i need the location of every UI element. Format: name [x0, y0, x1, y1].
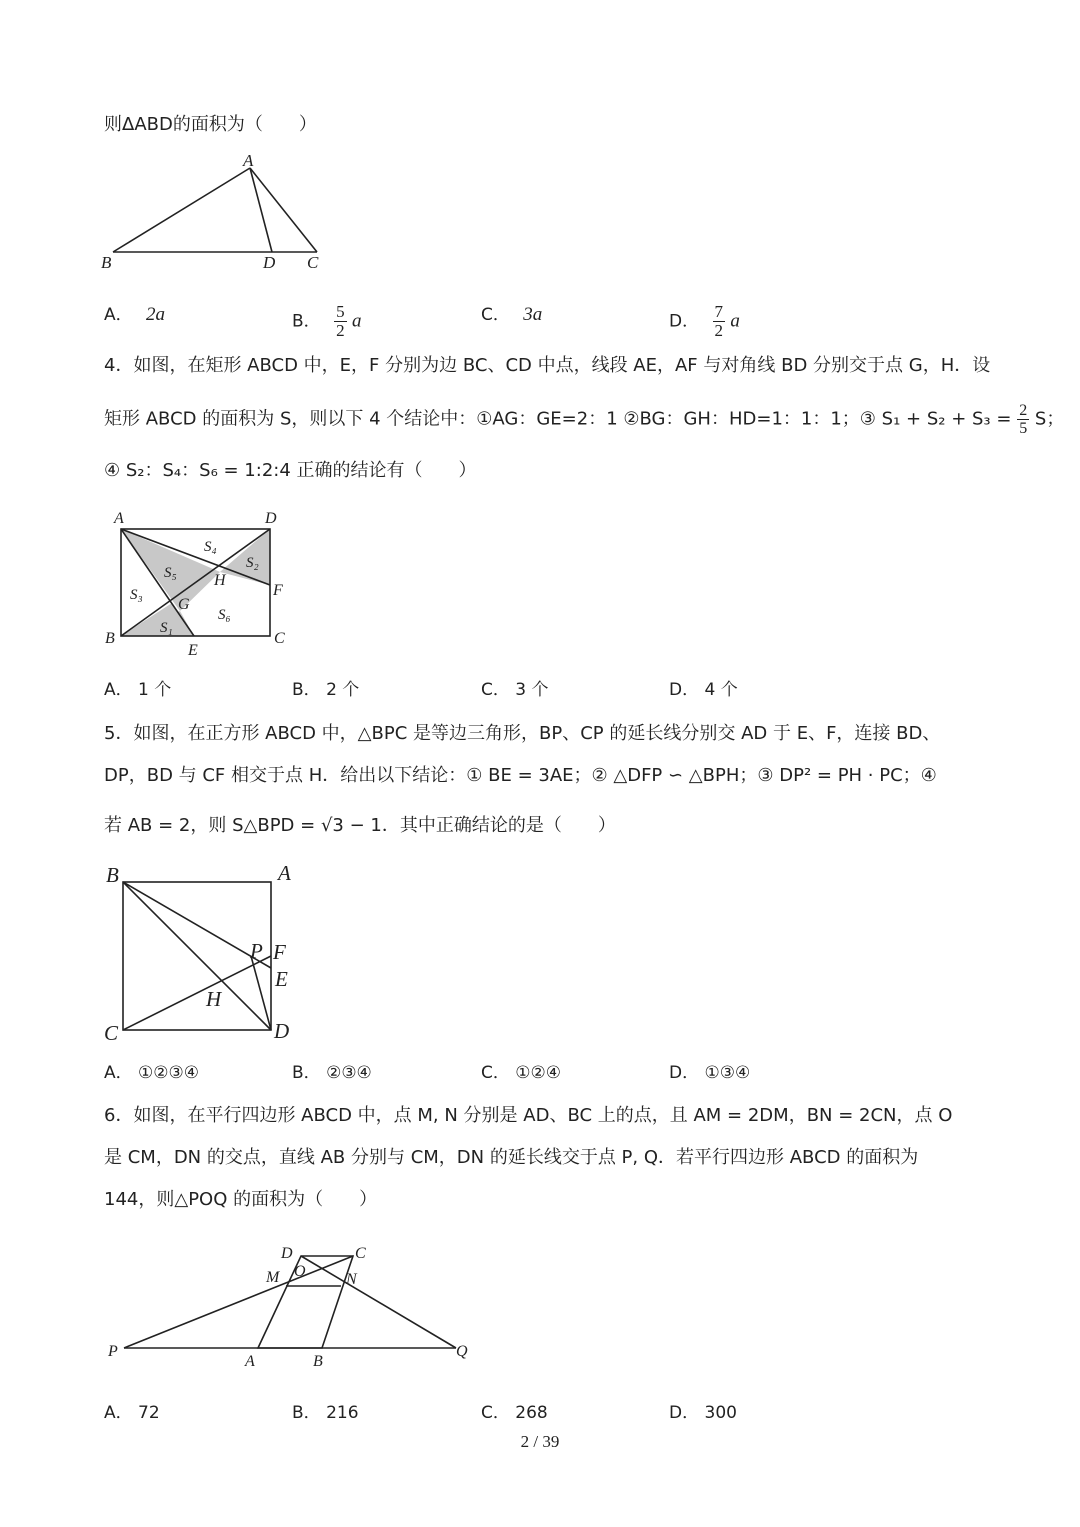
q5-line3: 若 AB = 2，则 S△BPD = √3 − 1．其中正确结论的是（ ） [104, 815, 616, 836]
q3-triangle-figure [95, 150, 335, 275]
q4-label-H: H [214, 572, 226, 589]
q6-label-P: P [108, 1343, 118, 1360]
q4-label-S3: S₃ [130, 587, 143, 603]
q5-label-D: D [274, 1019, 290, 1043]
q4-option-b[interactable]: B． 2 个 [292, 680, 360, 700]
q6-label-D: D [281, 1245, 293, 1262]
q3-stem: 则ΔABD的面积为（ ） [104, 114, 317, 135]
q6-option-b[interactable]: B． 216 [292, 1403, 359, 1423]
q6-label-M: M [266, 1269, 280, 1286]
q5-option-d[interactable]: D． ①③④ [669, 1063, 751, 1083]
q6-line1: 6．如图，在平行四边形 ABCD 中，点 M, N 分别是 AD、BC 上的点，且 AM = 2DM，BN = 2CN，点 O [104, 1105, 953, 1126]
q4-rectangle-figure [100, 505, 300, 660]
q4-line1: 4．如图，在矩形 ABCD 中，E，F 分别为边 BC、CD 中点，线段 AE，AF 与对角线 BD 分别交于点 G，H．设 [104, 355, 991, 376]
q3-label-C: C [307, 253, 319, 272]
q6-label-C: C [355, 1245, 366, 1262]
q4-label-S2: S₂ [246, 555, 259, 571]
q4-label-B: B [105, 630, 115, 647]
q5-label-F: F [273, 940, 286, 964]
q4-label-A: A [114, 510, 124, 527]
q5-option-b[interactable]: B． ②③④ [292, 1063, 372, 1083]
q3-label-D: D [263, 253, 276, 272]
q6-option-c[interactable]: C． 268 [481, 1403, 548, 1423]
q5-line1: 5．如图，在正方形 ABCD 中，△BPC 是等边三角形，BP、CP 的延长线分别交 AD 于 E、F，连接 BD、 [104, 723, 941, 744]
q4-option-a[interactable]: A． 1 个 [104, 680, 172, 700]
q4-label-D: D [265, 510, 277, 527]
q6-label-Q: Q [456, 1343, 468, 1360]
q3-option-d[interactable]: D． $\frac{7}{2}$ a [669, 302, 740, 340]
q6-option-d[interactable]: D． 300 [669, 1403, 737, 1423]
q5-line2: DP，BD 与 CF 相交于点 H．给出以下结论：① BE = 3AE；② △DFP ∽ △BPH；③ DP² = PH · PC；④ [104, 765, 937, 786]
q4-label-F: F [273, 582, 283, 599]
q6-option-a[interactable]: A． 72 [104, 1403, 160, 1423]
q3-option-a[interactable]: A． 2a [104, 304, 166, 325]
q5-label-A: A [278, 861, 291, 885]
q6-label-B: B [313, 1353, 323, 1370]
q3-option-b[interactable]: B． $\frac{5}{2}$ a [292, 302, 362, 340]
q5-label-P: P [250, 939, 263, 963]
q3-option-c[interactable]: C． 3a [481, 304, 543, 325]
q4-label-S6: S₆ [218, 607, 231, 623]
q4-label-S5: S₅ [164, 565, 177, 581]
q4-label-G: G [178, 596, 190, 613]
q3-label-A: A [243, 151, 254, 170]
q4-option-d[interactable]: D． 4 个 [669, 680, 738, 700]
q6-label-A: A [245, 1353, 255, 1370]
q5-label-H: H [206, 987, 222, 1011]
q4-option-c[interactable]: C． 3 个 [481, 680, 549, 700]
q4-line3: ④ S₂：S₄：S₆ = 1:2:4 正确的结论有（ ） [104, 460, 477, 481]
q4-label-S4: S₄ [204, 539, 217, 555]
q4-line2: 矩形 ABCD 的面积为 S，则以下 4 个结论中：①AG：GE=2：1 ②BG：GH：HD=1：1：1；③ S₁ + S₂ + S₃ = $\frac{2}{5}$ S； [104, 402, 1065, 437]
q6-label-N: N [346, 1271, 357, 1288]
q5-option-a[interactable]: A． ①②③④ [104, 1063, 200, 1083]
q5-label-B: B [106, 863, 119, 887]
q6-line3: 144，则△POQ 的面积为（ ） [104, 1189, 378, 1210]
q4-label-E: E [188, 642, 198, 659]
q6-label-O: O [294, 1263, 306, 1280]
q3-label-B: B [101, 253, 112, 272]
page-number: 2 / 39 [520, 1432, 560, 1451]
q4-label-C: C [274, 630, 285, 647]
q4-label-S1: S₁ [160, 620, 173, 636]
q6-line2: 是 CM，DN 的交点，直线 AB 分别与 CM，DN 的延长线交于点 P, Q．若平行四边形 ABCD 的面积为 [104, 1147, 919, 1168]
q5-label-C: C [104, 1021, 119, 1045]
q5-label-E: E [275, 967, 288, 991]
q6-parallelogram-figure [100, 1238, 480, 1373]
q5-option-c[interactable]: C． ①②④ [481, 1063, 562, 1083]
q5-square-figure [100, 858, 310, 1048]
